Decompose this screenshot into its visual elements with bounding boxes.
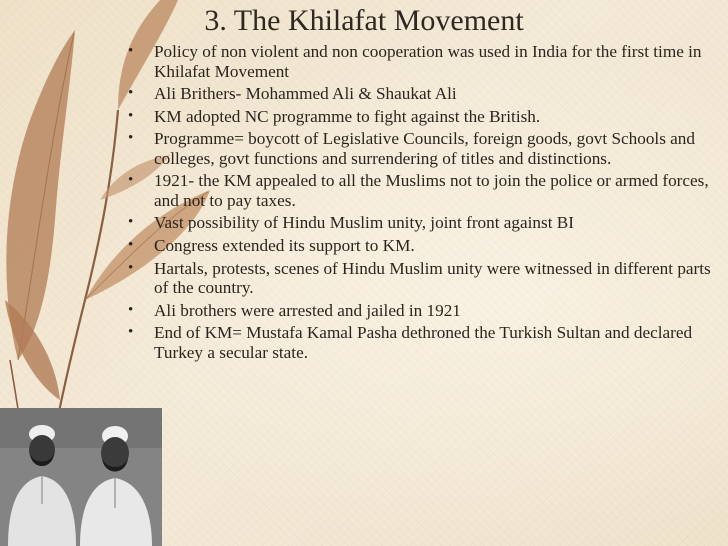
- bullet-marker: •: [128, 301, 134, 318]
- list-item: [128, 42, 713, 81]
- bullet-marker: •: [128, 130, 134, 147]
- list-item: [128, 323, 713, 362]
- bullet-list: [128, 42, 713, 365]
- list-item: [128, 129, 713, 168]
- photo-figures: [0, 408, 162, 546]
- bullet-text: Ali Brithers- Mohammed Ali & Shaukat Ali: [154, 84, 457, 104]
- list-item: [128, 236, 713, 256]
- bullet-text: Hartals, protests, scenes of Hindu Muslim unity were witnessed in different parts of the country.: [154, 258, 711, 298]
- list-item: [128, 259, 713, 298]
- bullet-text: Ali brothers were arrested and jailed in 1921: [154, 300, 461, 320]
- list-item: [128, 84, 713, 104]
- bullet-marker: •: [128, 214, 134, 231]
- ali-brothers-photo: [0, 408, 162, 546]
- bullet-marker: •: [128, 259, 134, 276]
- list-item: [128, 171, 713, 210]
- bullet-marker: •: [128, 107, 134, 124]
- bullet-text: End of KM= Mustafa Kamal Pasha dethroned the Turkish Sultan and declared Turkey a secular state.: [154, 323, 693, 362]
- bullet-text: Policy of non violent and non cooperation was used in India for the first time in Khilafat Movement: [154, 42, 702, 81]
- list-item: [128, 301, 713, 321]
- bullet-marker: •: [128, 172, 134, 189]
- bullet-marker: •: [128, 43, 134, 59]
- bullet-text: 1921- the KM appealed to all the Muslims not to join the police or armed forces, and not to pay taxes.: [154, 171, 709, 210]
- bullet-marker: •: [128, 85, 134, 102]
- bullet-text: Programme= boycott of Legislative Councils, foreign goods, govt Schools and colleges, govt functions and surrendering of titles and distinctions.: [154, 129, 695, 168]
- bullet-text: KM adopted NC programme to fight against the British.: [154, 106, 541, 126]
- bullet-marker: •: [128, 324, 134, 341]
- bullet-marker: •: [128, 237, 134, 254]
- bullet-text: Vast possibility of Hindu Muslim unity, joint front against BI: [154, 213, 574, 233]
- list-item: [128, 107, 713, 127]
- bullet-text: Congress extended its support to KM.: [154, 236, 415, 256]
- slide-title: 3. The Khilafat Movement: [204, 4, 524, 37]
- list-item: [128, 213, 713, 233]
